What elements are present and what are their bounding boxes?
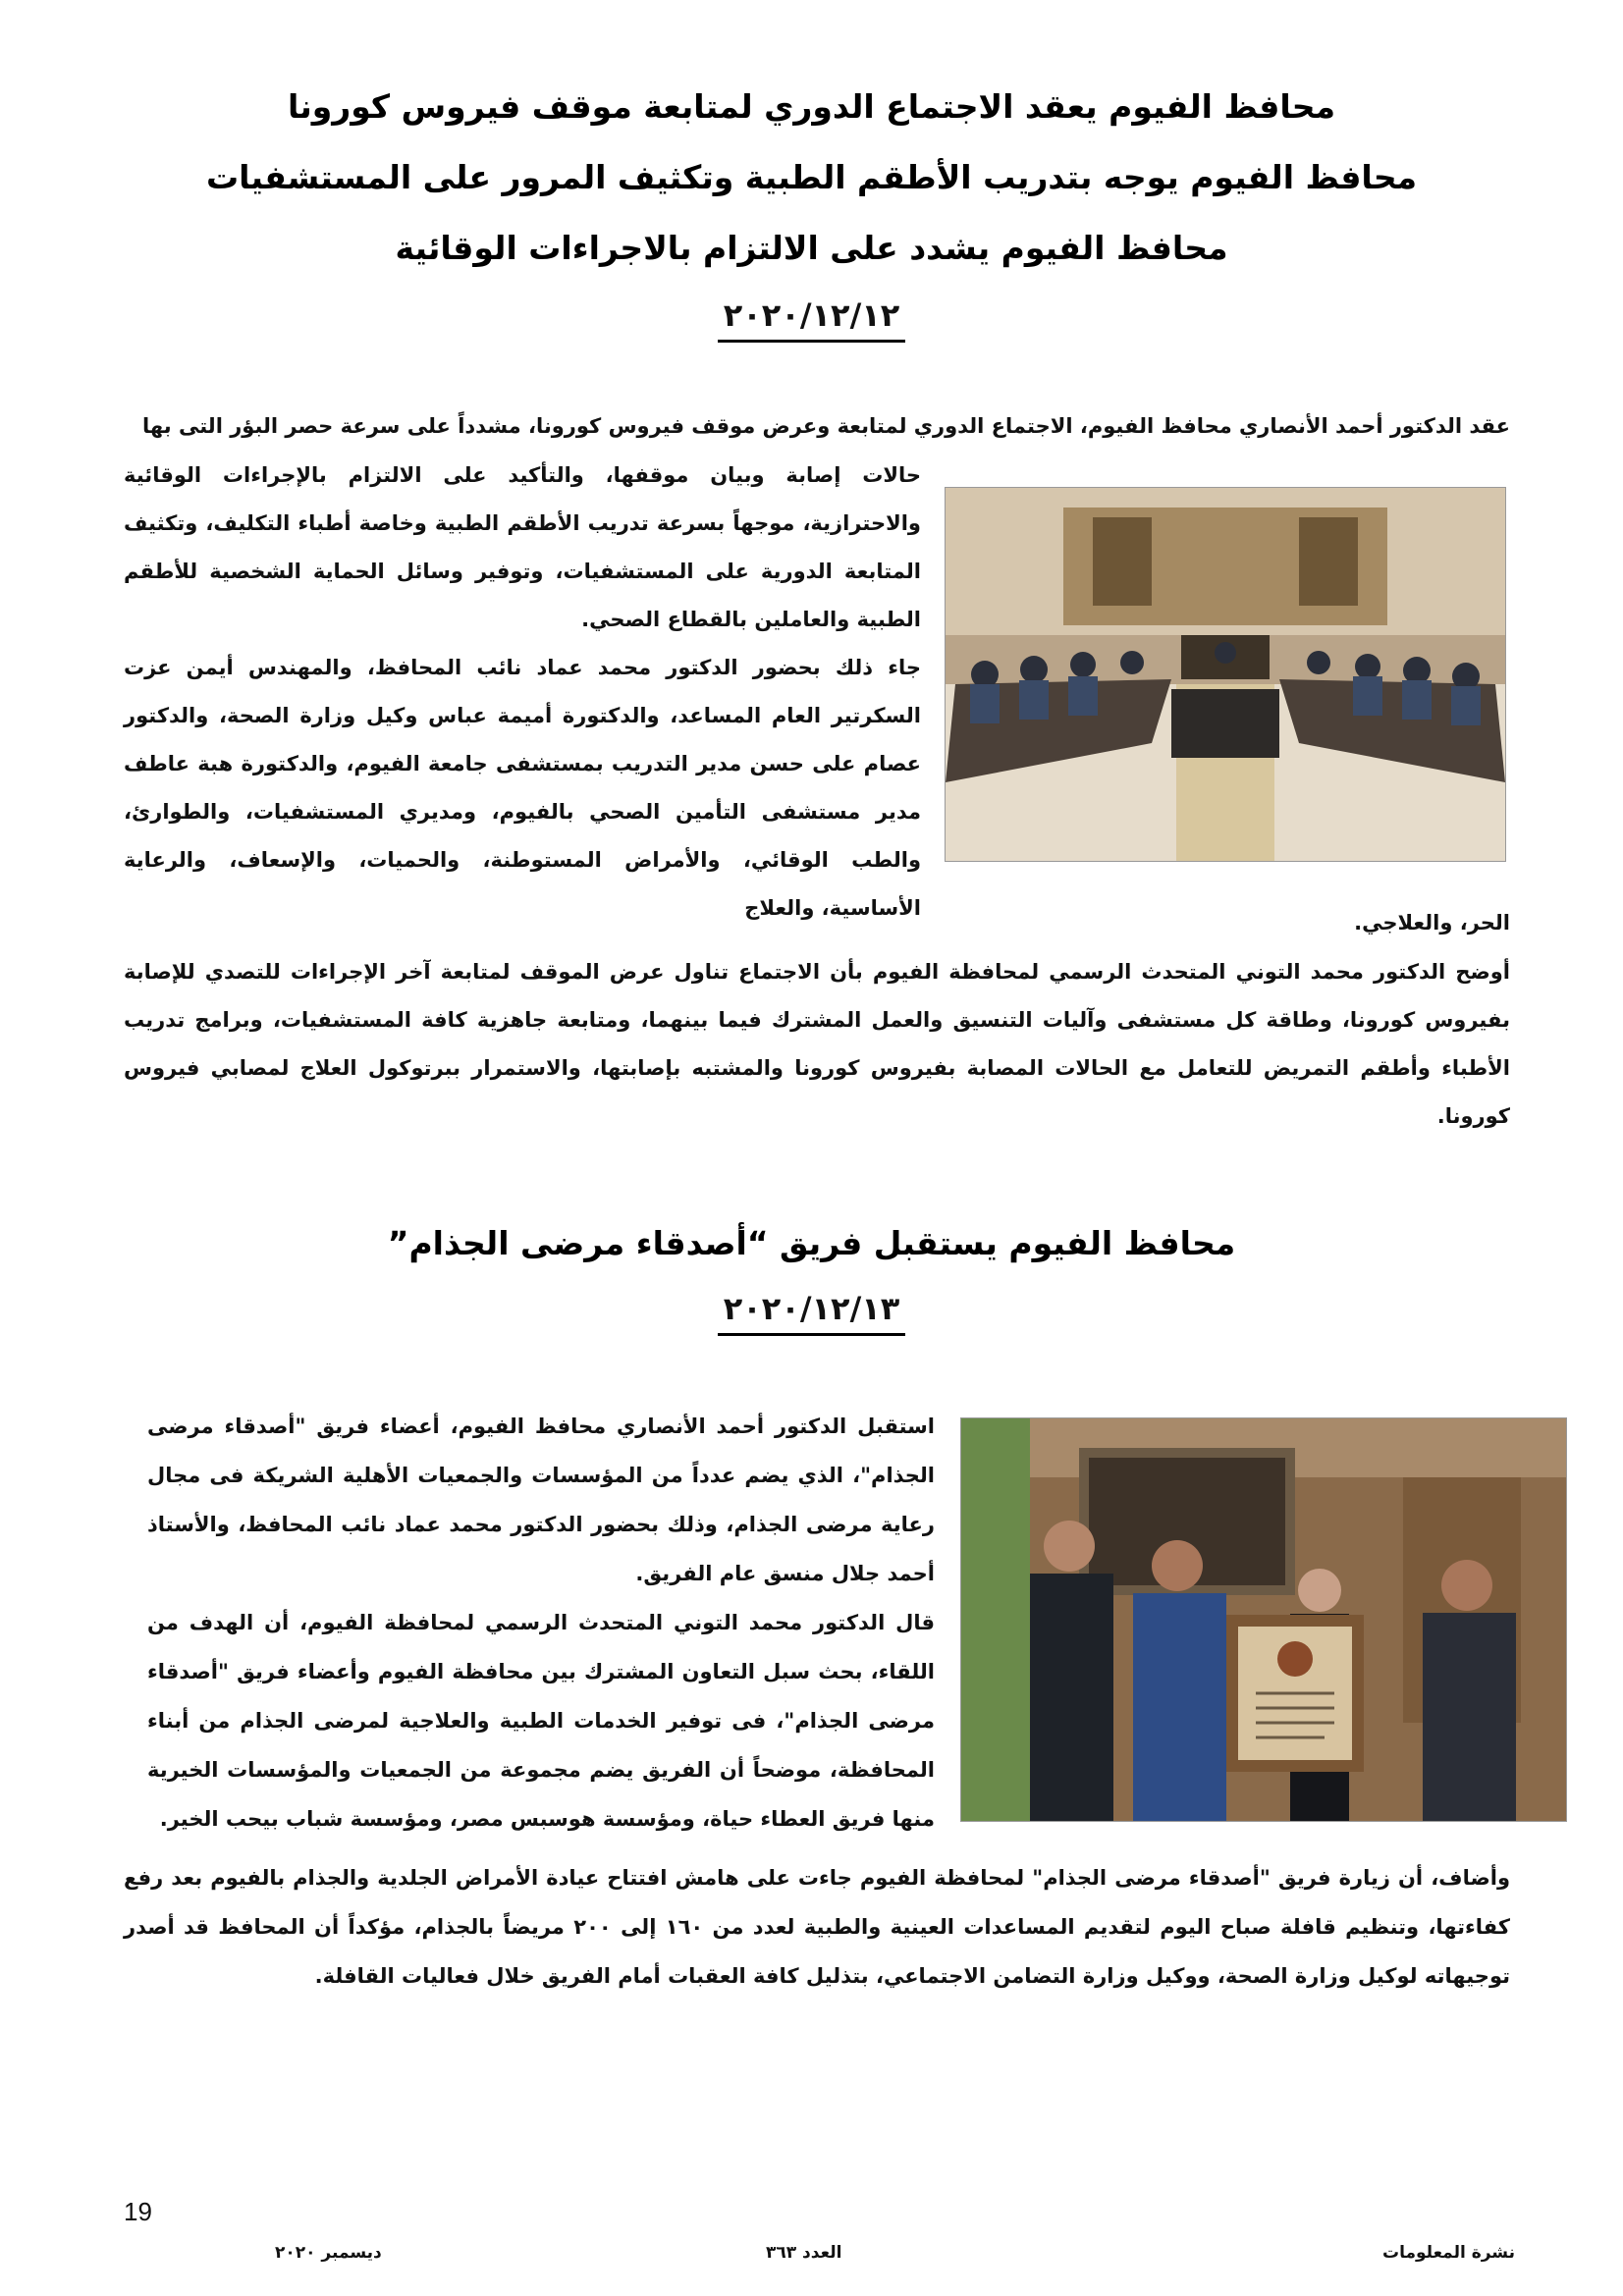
footer-issue: العدد ٣٦٣: [766, 2243, 842, 2263]
article1-para1-line1: عقد الدكتور أحمد الأنصاري محافظ الفيوم، الاجتماع الدوري لمتابعة وعرض موقف فيروس كورونا، مشدداً على سرعة حصر البؤر التى بها: [142, 414, 1510, 438]
article1-para1-rest: حالات إصابة وبيان موقفها، والتأكيد على الالتزام بالإجراءات الوقائية والاحترازية، موجهاً بسرعة تدريب الأطقم الطبية وخاصة أطباء التكليف، وتكثيف المتابعة الدورية على المستشفيات، وتوفير وسائل الحماية الشخصية للأطقم الطبية والعاملين بالقطاع الصحي.: [124, 463, 921, 631]
award-ceremony-image: [961, 1418, 1566, 1821]
article1-headline-2: محافظ الفيوم يوجه بتدريب الأطقم الطبية وتكثيف المرور على المستشفيات: [205, 158, 1418, 196]
footer-publication: نشرة المعلومات: [1381, 2243, 1515, 2263]
footer-month: ديسمبر ٢٠٢٠: [275, 2243, 382, 2263]
article1-headline-1: محافظ الفيوم يعقد الاجتماع الدوري لمتابعة موقف فيروس كورونا: [287, 87, 1336, 126]
meeting-room-image: [946, 488, 1505, 861]
article1-para3: أوضح الدكتور محمد التوني المتحدث الرسمي لمحافظة الفيوم بأن الاجتماع تناول عرض الموقف لمتابعة آخر الإجراءات للتصدي للإصابة بفيروس كورونا، وطاقة كل مستشفى وآليات التنسيق والعمل المشترك فيما بينهما، ومتابعة جاهزية كافة المستشفيات، وبرامج تدريب الأطباء وأطقم التمريض للتعامل مع الحالات المصابة بفيروس كورونا والمشتبه بإصابتها، والاستمرار ببرتوكول العلاج لمصابي فيروس كورونا.: [124, 960, 1510, 1128]
article2-date: [0, 1290, 1623, 1336]
article1-date: [0, 296, 1623, 343]
article1-para2: جاء ذلك بحضور الدكتور محمد عماد نائب المحافظ، والمهندس أيمن عزت السكرتير العام المساعد، والدكتورة أميمة عباس وكيل وزارة الصحة، والدكتور عصام على حسن مدير التدريب بمستشفى جامعة الفيوم، والدكتورة هبة عاطف مدير مستشفى التأمين الصحي بالفيوم، ومديري المستشفيات، والطوارئ، والطب الوقائي، والأمراض المستوطنة، والحميات، والإسعاف، والرعاية الأساسية، والعلاج: [124, 656, 921, 920]
article1-para2-end: الحر، والعلاجي.: [1354, 911, 1510, 934]
meeting-photo: [945, 487, 1506, 862]
article2-para1: استقبل الدكتور أحمد الأنصاري محافظ الفيوم، أعضاء فريق "أصدقاء مرضى الجذام"، الذي يضم عدداً من المؤسسات والجمعيات الأهلية الشريكة فى مجال رعاية مرضى الجذام، وذلك بحضور الدكتور محمد عماد نائب المحافظ، والأستاذ أحمد جلال منسق عام الفريق.: [147, 1415, 935, 1585]
article1-date-text: ٢٠٢٠/١٢/١٢: [718, 296, 906, 343]
ceremony-photo: [960, 1417, 1567, 1822]
article2-date-text: ٢٠٢٠/١٢/١٣: [718, 1290, 906, 1336]
article2-para2: قال الدكتور محمد التوني المتحدث الرسمي لمحافظة الفيوم، أن الهدف من اللقاء، بحث سبل التعاون المشترك بين محافظة الفيوم وأعضاء فريق "أصدقاء مرضى الجذام"، فى توفير الخدمات الطبية والعلاجية لمرضى الجذام من أبناء المحافظة، موضحاً أن الفريق يضم مجموعة من الجمعيات والمؤسسات الخيرية منها فريق العطاء حياة، ومؤسسة هوسبس مصر، ومؤسسة شباب بيحب الخير.: [147, 1611, 935, 1831]
article1-headline-3: محافظ الفيوم يشدد على الالتزام بالاجراءات الوقائية: [395, 229, 1228, 267]
article2-headline: محافظ الفيوم يستقبل فريق “أصدقاء مرضى الجذام”: [387, 1224, 1236, 1262]
page-number: 19: [124, 2197, 152, 2226]
article2-para3: وأضاف، أن زيارة فريق "أصدقاء مرضى الجذام" لمحافظة الفيوم جاءت على هامش افتتاح عيادة الأمراض الجلدية والجذام بالفيوم بعد رفع كفاءتها، وتنظيم قافلة صباح اليوم لتقديم المساعدات العينية والطبية لعدد من ١٦٠ إلى ٢٠٠ مريضاً بالجذام، مؤكداً أن المحافظ قد أصدر توجيهاته لوكيل وزارة الصحة، ووكيل وزارة التضامن الاجتماعي، بتذليل كافة العقبات أمام الفريق خلال فعاليات القافلة.: [124, 1866, 1510, 1988]
